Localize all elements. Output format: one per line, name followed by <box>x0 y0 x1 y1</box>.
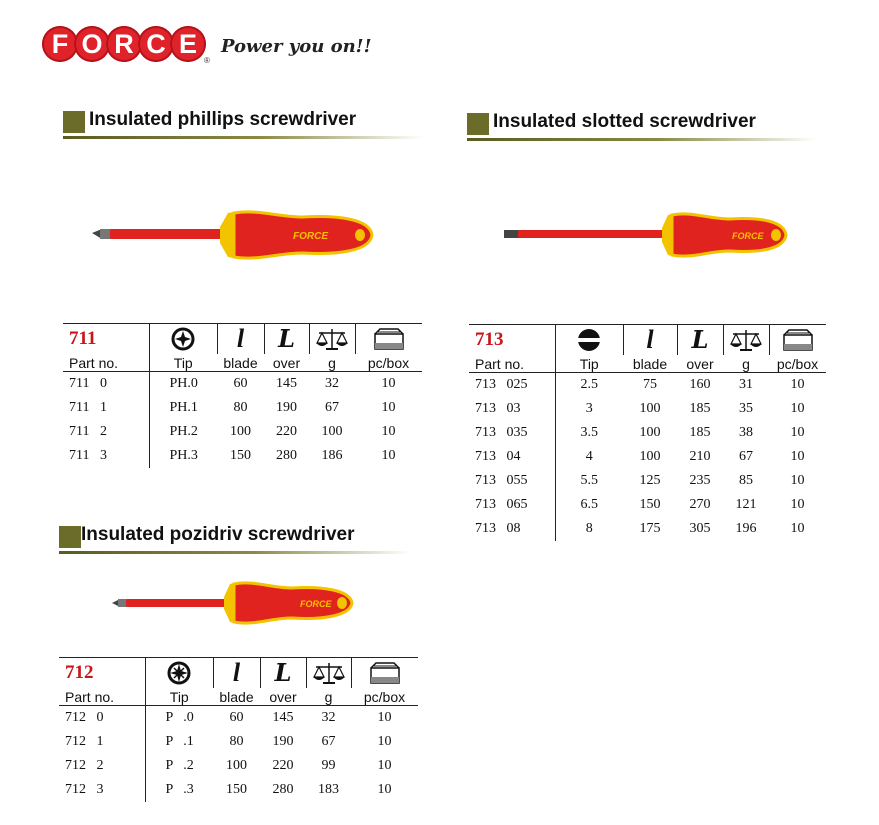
overall-length: 210 <box>689 449 711 464</box>
part-number: 713 04 <box>475 449 521 464</box>
pieces-per-box: 10 <box>377 758 392 773</box>
weight-scale-icon <box>723 325 769 356</box>
heading-square <box>467 113 489 135</box>
tool-label: FORCE <box>293 231 328 242</box>
phillips-tip-icon <box>149 324 217 355</box>
weight: 100 <box>321 424 343 439</box>
blade-length-icon: l <box>623 325 677 356</box>
heading-square <box>59 526 81 548</box>
blade-length: 150 <box>639 497 661 512</box>
table-row <box>469 469 826 493</box>
weight: 32 <box>325 376 339 391</box>
pozidriv-spec-table <box>59 657 418 802</box>
part-number: 713 03 <box>475 401 521 416</box>
tip-size: 2.5 <box>555 373 623 398</box>
tip-size: P .3 <box>145 778 213 802</box>
overall-length-icon: L <box>260 658 306 689</box>
weight: 183 <box>318 782 339 797</box>
pieces-per-box: 10 <box>381 424 396 439</box>
pieces-per-box: 10 <box>790 449 805 464</box>
tip-size: PH.1 <box>149 396 217 420</box>
blade-length-icon: l <box>213 658 260 689</box>
table-row <box>63 396 422 420</box>
overall-length: 160 <box>689 377 711 392</box>
weight: 85 <box>739 473 753 488</box>
tip-size: 6.5 <box>555 493 623 517</box>
part-number: 712 3 <box>65 782 104 797</box>
col-header-pcbox: pc/box <box>355 354 422 372</box>
phillips-screwdriver-image <box>88 205 378 265</box>
logo-letter: O <box>74 26 110 62</box>
weight: 67 <box>321 734 336 749</box>
weight: 99 <box>321 758 336 773</box>
overall-length: 220 <box>276 424 297 439</box>
pieces-per-box: 10 <box>377 782 392 797</box>
weight: 67 <box>739 449 753 464</box>
col-header-blade: blade <box>623 355 677 373</box>
heading-underline <box>467 138 817 141</box>
heading-square <box>63 111 85 133</box>
part-number: 712 0 <box>65 710 104 725</box>
logo-letter: R <box>106 26 142 62</box>
part-number: 713 035 <box>475 425 528 440</box>
tool-label: FORCE <box>300 599 332 609</box>
tip-size: 5.5 <box>555 469 623 493</box>
table-row <box>469 397 826 421</box>
tip-size: P .1 <box>145 730 213 754</box>
pieces-per-box: 10 <box>377 734 392 749</box>
overall-length: 280 <box>272 782 294 797</box>
weight: 35 <box>739 401 753 416</box>
tip-size: PH.2 <box>149 420 217 444</box>
tip-size: P .2 <box>145 754 213 778</box>
tip-size: P .0 <box>145 706 213 731</box>
part-number: 713 065 <box>475 497 528 512</box>
weight: 196 <box>735 521 757 536</box>
part-number: 711 1 <box>69 400 107 415</box>
tip-size: 3.5 <box>555 421 623 445</box>
tip-size: 4 <box>555 445 623 469</box>
blade-length: 100 <box>639 449 661 464</box>
pieces-per-box: 10 <box>381 376 396 391</box>
pieces-per-box: 10 <box>790 497 805 512</box>
table-row <box>63 420 422 444</box>
part-number: 713 08 <box>475 521 521 536</box>
blade-length: 175 <box>639 521 661 536</box>
tip-size: PH.3 <box>149 444 217 468</box>
slotted-spec-table <box>469 324 826 541</box>
col-header-g: g <box>306 688 351 706</box>
registered-mark: ® <box>204 56 210 65</box>
pieces-per-box: 10 <box>381 400 396 415</box>
col-header-over: over <box>677 355 723 373</box>
section-title: Insulated slotted screwdriver <box>493 111 756 132</box>
col-header-pcbox: pc/box <box>769 355 826 373</box>
heading-underline <box>63 136 423 139</box>
overall-length: 190 <box>276 400 297 415</box>
pozidriv-screwdriver-image <box>108 578 358 630</box>
blade-length: 60 <box>229 710 244 725</box>
weight: 38 <box>739 425 753 440</box>
table-row <box>469 373 826 398</box>
weight: 67 <box>325 400 339 415</box>
phillips-spec-table <box>63 323 422 468</box>
col-header-over: over <box>260 688 306 706</box>
section-title: Insulated pozidriv screwdriver <box>81 524 355 545</box>
pieces-per-box: 10 <box>790 425 805 440</box>
weight-scale-icon <box>306 658 351 689</box>
pozidriv-tip-icon <box>145 658 213 689</box>
pieces-per-box: 10 <box>377 710 392 725</box>
overall-length: 220 <box>272 758 294 773</box>
part-number: 712 1 <box>65 734 104 749</box>
weight: 186 <box>321 448 343 463</box>
section-title: Insulated phillips screwdriver <box>89 109 357 130</box>
overall-length: 145 <box>272 710 294 725</box>
table-row <box>59 754 418 778</box>
force-logo <box>42 26 222 68</box>
col-header-g: g <box>723 355 769 373</box>
table-row <box>469 493 826 517</box>
part-series-number: 711 <box>63 324 149 355</box>
overall-length: 190 <box>272 734 294 749</box>
overall-length: 235 <box>689 473 711 488</box>
weight: 32 <box>321 710 336 725</box>
overall-length-icon: L <box>677 325 723 356</box>
table-row <box>59 706 418 731</box>
blade-length: 100 <box>639 401 661 416</box>
brand-slogan: Power you on!! <box>221 36 372 57</box>
logo-letter: F <box>42 26 78 62</box>
weight: 31 <box>739 377 753 392</box>
overall-length: 270 <box>689 497 711 512</box>
weight: 121 <box>735 497 757 512</box>
part-number: 711 3 <box>69 448 107 463</box>
pieces-per-box: 10 <box>381 448 396 463</box>
overall-length: 145 <box>276 376 297 391</box>
part-number: 711 2 <box>69 424 107 439</box>
slotted-section-heading <box>467 111 817 137</box>
col-header-blade: blade <box>213 688 260 706</box>
tip-size: 3 <box>555 397 623 421</box>
blade-length: 100 <box>230 424 251 439</box>
part-series-number: 713 <box>469 325 555 356</box>
pieces-per-box: 10 <box>790 401 805 416</box>
col-header-pcbox: pc/box <box>351 688 418 706</box>
col-header-tip: Tip <box>555 355 623 373</box>
part-number: 713 055 <box>475 473 528 488</box>
col-header-over: over <box>264 354 309 372</box>
part-number: 713 025 <box>475 377 528 392</box>
box-icon <box>355 324 422 355</box>
slotted-tip-icon <box>555 325 623 356</box>
weight-scale-icon <box>309 324 355 355</box>
box-icon <box>769 325 826 356</box>
logo-letter: E <box>170 26 206 62</box>
tip-size: PH.0 <box>149 372 217 397</box>
table-row <box>63 372 422 397</box>
col-header-part-no: Part no. <box>63 354 149 372</box>
blade-length: 80 <box>229 734 244 749</box>
blade-length: 80 <box>233 400 248 415</box>
overall-length: 185 <box>689 401 711 416</box>
blade-length: 60 <box>233 376 248 391</box>
tool-label: FORCE <box>732 231 764 241</box>
slotted-screwdriver-image <box>500 207 790 263</box>
col-header-part-no: Part no. <box>59 688 145 706</box>
col-header-part-no: Part no. <box>469 355 555 373</box>
overall-length: 185 <box>689 425 711 440</box>
logo-letter: C <box>138 26 174 62</box>
col-header-g: g <box>309 354 355 372</box>
overall-length: 280 <box>276 448 297 463</box>
col-header-tip: Tip <box>149 354 217 372</box>
blade-length: 125 <box>639 473 661 488</box>
table-row <box>59 778 418 802</box>
overall-length: 305 <box>689 521 711 536</box>
part-number: 711 0 <box>69 376 107 391</box>
table-row <box>63 444 422 468</box>
phillips-section-heading <box>63 109 423 135</box>
table-row <box>469 421 826 445</box>
blade-length-icon: l <box>217 324 264 355</box>
pieces-per-box: 10 <box>790 377 805 392</box>
tip-size: 8 <box>555 517 623 541</box>
table-row <box>469 445 826 469</box>
table-row <box>59 730 418 754</box>
part-series-number: 712 <box>59 658 145 689</box>
blade-length: 150 <box>226 782 247 797</box>
col-header-blade: blade <box>217 354 264 372</box>
box-icon <box>351 658 418 689</box>
table-row <box>469 517 826 541</box>
blade-length: 150 <box>230 448 251 463</box>
col-header-tip: Tip <box>145 688 213 706</box>
pieces-per-box: 10 <box>790 473 805 488</box>
part-number: 712 2 <box>65 758 104 773</box>
blade-length: 100 <box>639 425 661 440</box>
pozidriv-section-heading <box>59 524 411 550</box>
heading-underline <box>59 551 411 554</box>
overall-length-icon: L <box>264 324 309 355</box>
blade-length: 75 <box>643 377 657 392</box>
blade-length: 100 <box>226 758 247 773</box>
pieces-per-box: 10 <box>790 521 805 536</box>
